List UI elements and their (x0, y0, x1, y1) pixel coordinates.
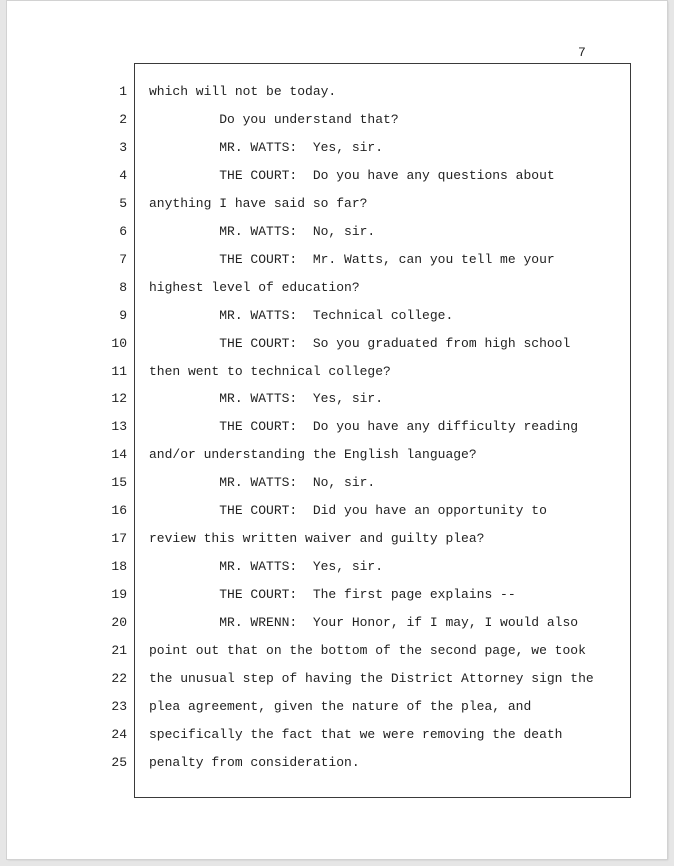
transcript-line: THE COURT: So you graduated from high school (149, 336, 571, 351)
transcript-line: point out that on the bottom of the second page, we took (149, 643, 586, 658)
line-number: 24 (111, 727, 127, 742)
line-number: 13 (111, 419, 127, 434)
transcript-line: THE COURT: Mr. Watts, can you tell me your (149, 252, 555, 267)
line-number: 21 (111, 643, 127, 658)
line-number: 3 (119, 140, 127, 155)
line-number: 25 (111, 755, 127, 770)
line-number: 18 (111, 559, 127, 574)
line-number: 9 (119, 308, 127, 323)
line-number: 2 (119, 112, 127, 127)
transcript-line: THE COURT: Did you have an opportunity to (149, 503, 547, 518)
transcript-line: penalty from consideration. (149, 755, 360, 770)
transcript-line: THE COURT: Do you have any difficulty reading (149, 419, 579, 434)
transcript-line: MR. WATTS: Yes, sir. (149, 140, 384, 155)
page-number: 7 (578, 45, 586, 60)
transcript-line: then went to technical college? (149, 364, 391, 379)
transcript-line: and/or understanding the English language? (149, 447, 477, 462)
line-number: 5 (119, 196, 127, 211)
line-number: 17 (111, 531, 127, 546)
transcript-line: MR. WATTS: Yes, sir. (149, 391, 384, 406)
transcript-line: MR. WRENN: Your Honor, if I may, I would also (149, 615, 579, 630)
transcript-line: review this written waiver and guilty plea? (149, 531, 485, 546)
transcript-line: plea agreement, given the nature of the plea, and (149, 699, 532, 714)
line-number: 1 (119, 84, 127, 99)
line-number: 12 (111, 391, 127, 406)
transcript-line: THE COURT: Do you have any questions about (149, 168, 555, 183)
line-number: 7 (119, 252, 127, 267)
transcript-line: MR. WATTS: No, sir. (149, 475, 376, 490)
transcript-line: specifically the fact that we were removing the death (149, 727, 563, 742)
line-number: 15 (111, 475, 127, 490)
line-number: 8 (119, 280, 127, 295)
transcript-line: highest level of education? (149, 280, 360, 295)
transcript-line: MR. WATTS: No, sir. (149, 224, 376, 239)
transcript-line: MR. WATTS: Technical college. (149, 308, 454, 323)
line-number: 23 (111, 699, 127, 714)
transcript-line: which will not be today. (149, 84, 337, 99)
transcript-line: Do you understand that? (149, 112, 399, 127)
line-number: 6 (119, 224, 127, 239)
transcript-line: anything I have said so far? (149, 196, 368, 211)
line-number: 22 (111, 671, 127, 686)
transcript-page (7, 1, 667, 859)
line-number: 4 (119, 168, 127, 183)
line-number: 11 (111, 364, 127, 379)
line-number: 20 (111, 615, 127, 630)
transcript-line: THE COURT: The first page explains -- (149, 587, 516, 602)
transcript-line: MR. WATTS: Yes, sir. (149, 559, 384, 574)
transcript-line: the unusual step of having the District Attorney sign the (149, 671, 594, 686)
line-number: 16 (111, 503, 127, 518)
line-number: 19 (111, 587, 127, 602)
line-number: 14 (111, 447, 127, 462)
line-number: 10 (111, 336, 127, 351)
